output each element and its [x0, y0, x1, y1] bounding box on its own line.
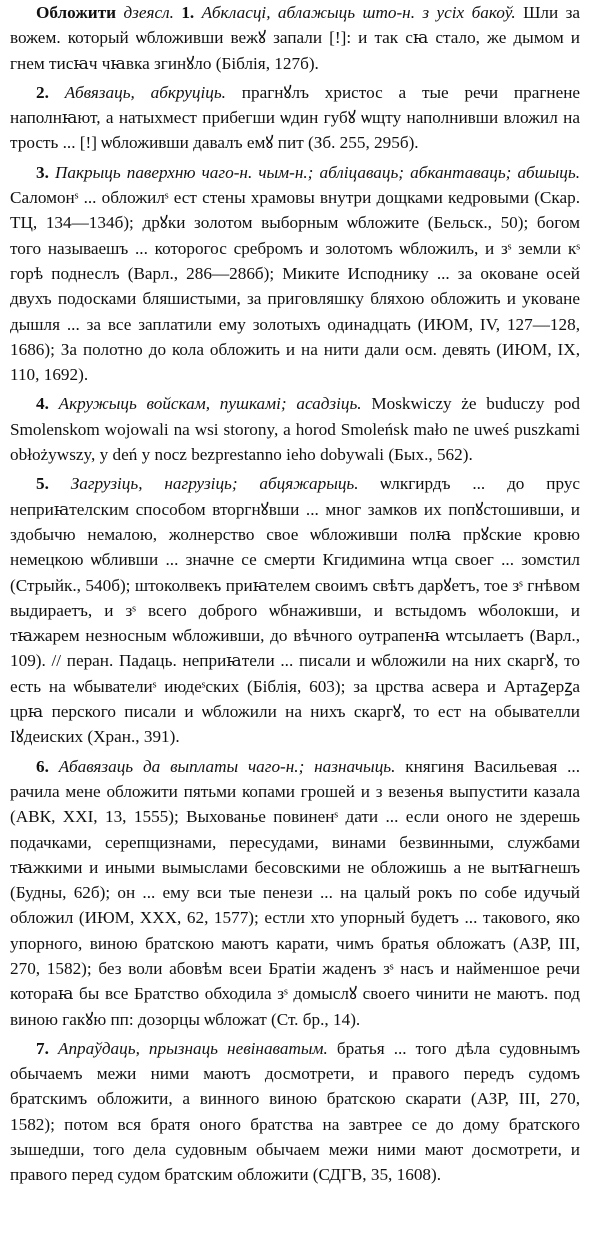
sense-number: 2. [36, 82, 49, 102]
sense-number: 4. [36, 394, 49, 414]
sense-definition: Абвязаць, абкруціць. [64, 82, 226, 102]
part-of-speech: дзеясл. [116, 3, 182, 22]
sense-3 [10, 160, 580, 388]
sense-definition: Абкласці, аблажыць што-н. з усіх бакоў. [201, 3, 516, 22]
sense-quotations: ѡлкгирдъ ... до прус неприꙗтелским способом вторгнꙋвши ... мног замков их попꙋстошивши, и здобычю немалою, жолнерство свое ѡбложивши полꙗ прꙋские кровю немецкою ѡбливши ... значне се смерти Кгидимина ѡтца своег ... зомстил (Стрыйк., 540б); штоколвекъ приꙗтелем своимъ свѣтъ дарꙋетъ, тое зˢ гнѣвом выдираетъ, и зˢ всего доброго ѡбнаживши, и встыдомъ ѡболокши, и тꙗжарем незносным ѡбложивши, до вѣчного оутрапенꙗ ѡтсылаетъ (Варл., 109). // перан. Падаць. неприꙗтели ... писали и ѡбложили на них скаргꙋ, то есть на ѡбывателиˢ июдеˢских (Біблія, 603); за црства асвера и Артаꙁерꙁа црꙗ перского писали и ѡбложили на нихъ скаргꙋ, то ест на обывателли Іꙋдеиских (Хран., 391). [10, 474, 581, 747]
sense-1 [10, 0, 580, 76]
headword: Обложити [36, 3, 117, 22]
sense-quotations: княгиня Васильевая ... рачила мене обложити пятьми копами грошей и з везенья выпустити казала (АВК, XXI, 13, 1555); Выхованье повиненˢ дати ... если оного не здерешь подачками, серепщизнами, пересудами, винами безвинными, службами тꙗжкими и иными вымыслами бесовскими не обложишь а не вытꙗгнешъ (Будны, 62б); он ... ему вси тые пенези ... на цалый рокъ по собе идучый обложил (ИЮМ, XXX, 62, 1577); естли хто упорный будетъ ... такового, яко упорного, виною братскою маютъ карати, чимъ братья обложатъ (АЗР, III, 270, 1582); без воли абовѣм всеи Братіи жаденъ зˢ насъ и найменшое речи котораꙗ бы все Братство обходила зˢ домыслꙋ своего чинити не маютъ. под виною гакꙋю пп: дозорцы ѡбложат (Ст. бр., 14). [10, 756, 580, 1029]
sense-quotations: братья ... того дѣла судовнымъ обычаемъ межи ними маютъ досмотрети, и правого передъ судомъ братскимъ обложити, а винного виною братскою скарати (АЗР, III, 270, 1582); потом вся братя оного братства на завтрее се до дому братского зышедши, того дела судовным обычаем межи ними мают досмотрети, и правого перед судом братским обложити (СДГВ, 35, 1608). [10, 1038, 581, 1185]
sense-definition: Абавязаць да выплаты чаго-н.; назначыць. [58, 756, 396, 776]
sense-number: 3. [36, 162, 49, 182]
sense-4 [10, 391, 580, 467]
sense-definition: Акружыць войскам, пушкамі; асадзіць. [58, 394, 362, 414]
sense-6 [10, 754, 580, 1032]
sense-quotations: Саломонˢ ... обложилˢ ест стены храмовы внутри дощками кедровыми (Скар. ТЦ, 134—134б); дрꙋки золотом выборным ѡбложите (Бельск., 50); богом того называешъ ... которогос сребромъ и золотомъ ѡбложилъ, и зˢ земли кˢ горѣ поднеслъ (Варл., 286—286б); Микитe Исподнику ... за окoване осей двухъ подосками бляшистыми, за приговляшку бляхою обложить и укoване дышля ... за все заплатили ему золотыхъ одинадцать (ИЮМ, IV, 127—128, 1686); За полотно до кола обложить и на нити дали осм. девять (ИЮМ, IX, 110, 1692). [10, 188, 580, 385]
sense-number: 7. [36, 1038, 49, 1058]
sense-definition: Апраўдаць, прызнаць невінаватым. [57, 1038, 328, 1058]
sense-definition: Пакрыць паверхню чаго-н. чым-н.; абліцаваць; абкантаваць; абшыць. [54, 162, 581, 182]
sense-quotations: прагнꙋлъ христос а тые речи прагнене наполнꙗют, а натыхмест прибегши ѡдин губꙋ ѡщту наполнивши вложил на трость ... [!] ѡбложивши давалъ емꙋ пит (Зб. 255, 295б). [10, 82, 581, 153]
sense-5 [10, 471, 580, 749]
sense-number: 1. [181, 3, 195, 22]
sense-quotations: Moskwiczy że buduczy pod Smolenskom wojowali na wsi storony, a horod Smoleńsk mało ne uweś puszkami obłożywszy, y deń y nocz bezprestanno ieho dobywali (Бых., 562). [10, 394, 580, 465]
sense-quotations: Шли за вожем. который ѡбложивши вежꙋ запали [!]: и так сꙗ стало, же дымом и гнем тисꙗч чꙗвка згинꙋло (Біблія, 127б). [10, 3, 581, 73]
sense-definition: Загрузіць, нагрузіць; абцяжарыць. [70, 474, 359, 494]
sense-number: 5. [36, 474, 49, 494]
sense-7 [10, 1036, 580, 1188]
sense-2 [10, 80, 580, 156]
sense-number: 6. [36, 756, 49, 776]
